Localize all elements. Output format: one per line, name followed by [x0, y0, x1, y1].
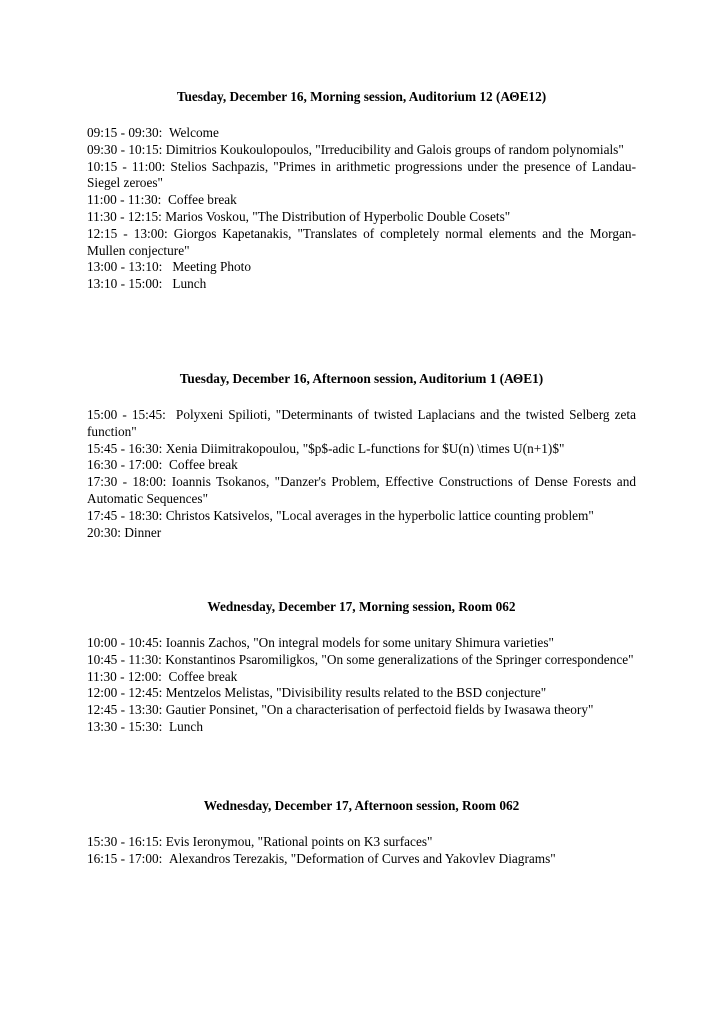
entry-time: 16:30 - 17:00:	[87, 457, 163, 473]
entry-text: Dimitrios Koukoulopoulos, "Irreducibility and Galois groups of random polynomials"	[165, 141, 624, 157]
entry-time: 11:30 - 12:15:	[87, 208, 162, 224]
entry-text: Coffee break	[169, 457, 238, 473]
entry-text: Alexandros Terezakis, "Deformation of Curves and Yakovlev Diagrams"	[169, 850, 556, 866]
entry-text: Stelios Sachpazis, "Primes in arithmetic progressions under the presence of Landau-Siegel zeroes"	[87, 158, 637, 191]
schedule-entry	[87, 192, 636, 209]
schedule-entry	[87, 474, 636, 508]
entry-time: 20:30:	[87, 524, 121, 540]
entry-text: Xenia Diimitrakopoulou, "$p$-adic L-functions for $U(n) \times U(n+1)$"	[165, 440, 565, 456]
entry-text: Evis Ieronymou, "Rational points on K3 surfaces"	[165, 834, 433, 849]
entry-time: 10:15 - 11:00:	[87, 158, 166, 174]
session-title: Wednesday, December 17, Afternoon session, Room 062	[203, 798, 520, 813]
session-tuesday-morning	[87, 88, 636, 293]
entry-time: 12:00 - 12:45:	[87, 685, 163, 701]
schedule-entry	[87, 226, 636, 260]
entry-text: Marios Voskou, "The Distribution of Hyperbolic Double Cosets"	[165, 208, 511, 224]
entry-text: Dinner	[124, 524, 162, 540]
entry-time: 16:15 - 17:00:	[87, 850, 163, 866]
schedule-entry	[87, 685, 636, 702]
schedule-entry	[87, 635, 636, 652]
entry-time: 15:00 - 15:45:	[87, 407, 166, 422]
schedule-entry	[87, 407, 636, 441]
schedule-entry	[87, 276, 636, 293]
entry-time: 13:30 - 15:30:	[87, 718, 163, 734]
schedule-entry	[87, 508, 636, 525]
schedule-entry	[87, 159, 636, 193]
entry-text: Gautier Ponsinet, "On a characterisation of perfectoid fields by Iwasawa theory"	[165, 702, 594, 718]
entry-text: Ioannis Tsokanos, "Danzer's Problem, Effective Constructions of Dense Forests and Automatic Sequences"	[87, 474, 637, 506]
entry-text: Welcome	[169, 125, 219, 140]
entry-text: Polyxeni Spilioti, "Determinants of twisted Laplacians and the twisted Selberg zeta function"	[87, 407, 636, 439]
schedule-entry	[87, 652, 636, 669]
session-title: Tuesday, December 16, Afternoon session, Auditorium 1 (ΑΘΕ1)	[179, 371, 544, 386]
entry-text: Ioannis Zachos, "On integral models for some unitary Shimura varieties"	[165, 635, 554, 650]
schedule-entry	[87, 851, 636, 868]
schedule-entry	[87, 259, 636, 276]
entry-time: 13:10 - 15:00:	[87, 276, 163, 292]
entry-text: Lunch	[169, 718, 203, 734]
session-tuesday-afternoon	[87, 370, 636, 541]
schedule-entry	[87, 125, 636, 142]
schedule-entry	[87, 525, 636, 542]
entry-time: 17:45 - 18:30:	[87, 507, 163, 523]
schedule-entry	[87, 441, 636, 458]
schedule-entry	[87, 702, 636, 719]
entry-time: 09:30 - 10:15:	[87, 141, 163, 157]
entry-time: 11:30 - 12:00:	[87, 668, 162, 684]
session-title: Tuesday, December 16, Morning session, Auditorium 12 (ΑΘΕ12)	[176, 89, 547, 104]
entry-time: 17:30 - 18:00:	[87, 474, 167, 490]
entry-text: Coffee break	[168, 668, 238, 684]
session-title: Wednesday, December 17, Morning session, Room 062	[207, 599, 516, 614]
entry-time: 12:45 - 13:30:	[87, 702, 163, 718]
entry-time: 12:15 - 13:00:	[87, 225, 168, 241]
session-wednesday-morning	[87, 598, 636, 736]
entry-time: 11:00 - 11:30:	[87, 192, 162, 208]
entry-time: 10:45 - 11:30:	[87, 651, 162, 667]
entry-text: Coffee break	[168, 192, 237, 208]
schedule-entry	[87, 719, 636, 736]
entry-time: 15:30 - 16:15:	[87, 834, 163, 849]
schedule-entry	[87, 457, 636, 474]
schedule-entry	[87, 209, 636, 226]
entry-text: Christos Katsivelos, "Local averages in the hyperbolic lattice counting problem"	[165, 507, 594, 523]
schedule-entry	[87, 834, 636, 851]
entry-time: 09:15 - 09:30:	[87, 125, 163, 140]
schedule-entry	[87, 669, 636, 686]
entry-time: 10:00 - 10:45:	[87, 635, 163, 650]
entry-text: Giorgos Kapetanakis, "Translates of completely normal elements and the Morgan-Mullen conjecture"	[87, 225, 636, 258]
entry-text: Konstantinos Psaromiligkos, "On some generalizations of the Springer correspondence"	[165, 651, 634, 667]
session-wednesday-afternoon	[87, 797, 636, 868]
entry-text: Meeting Photo	[172, 259, 252, 275]
entry-time: 13:00 - 13:10:	[87, 259, 163, 275]
entry-text: Lunch	[172, 276, 207, 292]
schedule-entry	[87, 142, 636, 159]
entry-text: Mentzelos Melistas, "Divisibility results related to the BSD conjecture"	[165, 685, 547, 701]
entry-time: 15:45 - 16:30:	[87, 440, 163, 456]
